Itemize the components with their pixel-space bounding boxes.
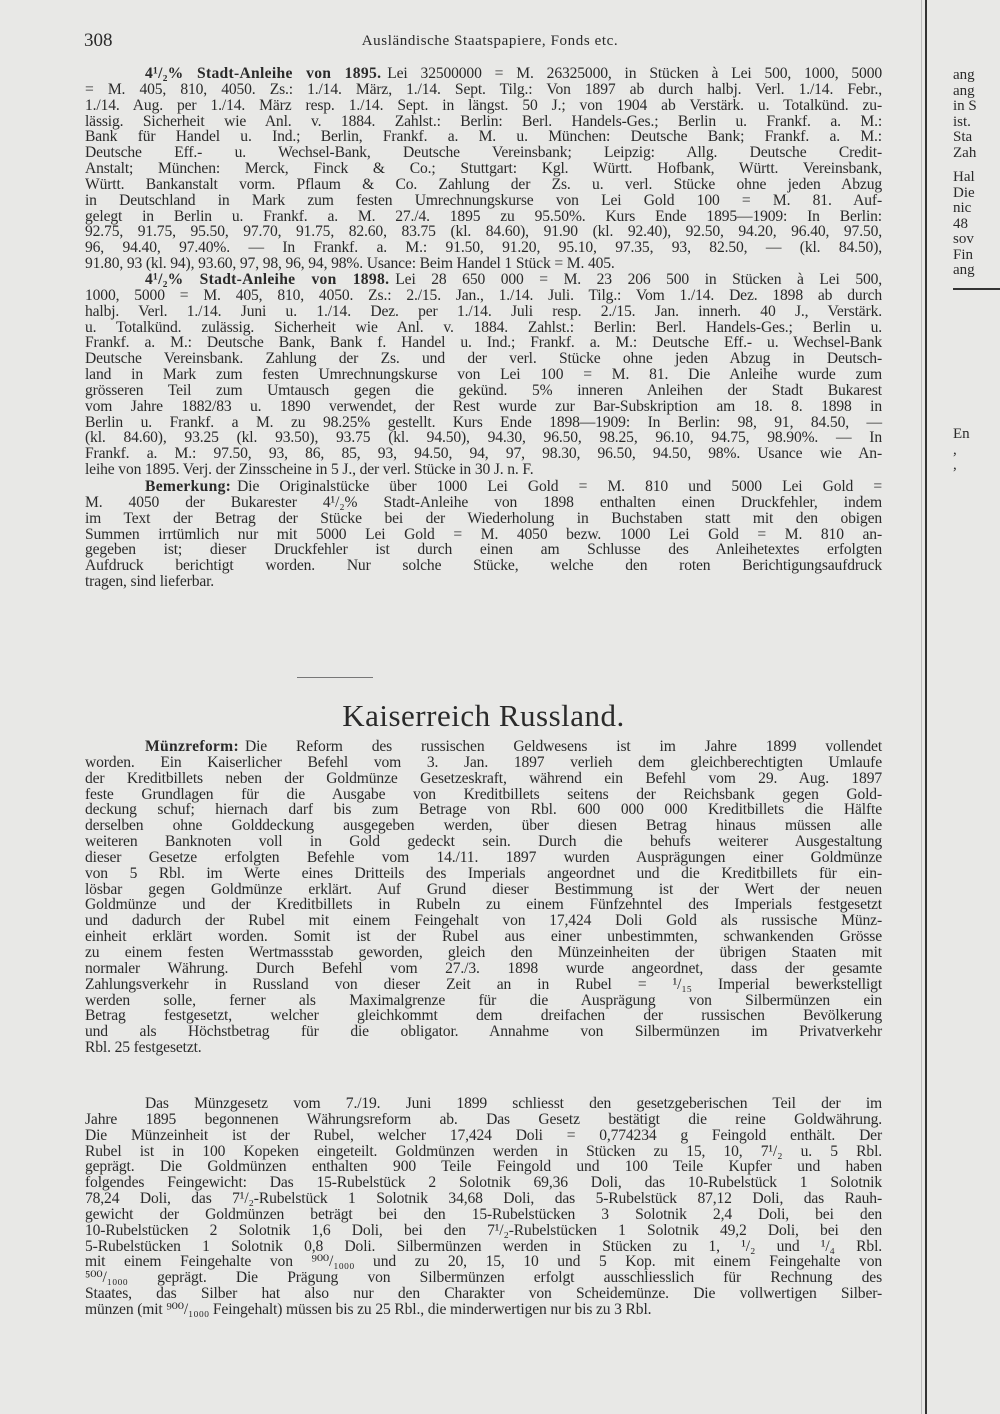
text-line-content: im Text der Betrag der Stücke bei der Wiederholung in Buchstaben statt mit den obigen [85, 509, 882, 527]
fragment-line: in S [953, 98, 977, 114]
text-line [85, 755, 882, 771]
fragment-line: Fin [953, 246, 974, 263]
text-line [85, 1302, 882, 1318]
text-line [85, 256, 882, 272]
text-line-content: 5-Rubelstücken 1 Solotnik 0,8 Doli. Silbermünzen werden in Stücken zu 1, ¹/₂ und ¹/₄ Rbl. [85, 1237, 882, 1255]
fragment-line: ang [953, 82, 975, 99]
text-line-content: Die Münzeinheit ist der Rubel, welcher 17,424 Doli = 0,774234 g Feingold enthält. Der [85, 1126, 882, 1144]
text-line-content: worden. Ein Kaiserlicher Befehl vom 3. Jan. 1897 verlieh dem gleichberechtigten Umlaufe [85, 753, 882, 771]
text-line [85, 430, 882, 446]
text-line-content: und als Höchstbetrag für die obligator. Annahme von Silbermünzen im Privatverkehr [85, 1023, 882, 1041]
paragraph-lead: 4¹/₂% Stadt-Anleihe von 1895. [145, 65, 382, 82]
text-line-content: Lei 32500000 = M. 26325000, in Stücken à Lei 500, 1000, 5000 [387, 65, 882, 82]
paragraph-lead: Münzreform: [145, 738, 239, 755]
paragraph-stadt-anleihe-1895 [85, 66, 882, 272]
fragment-line: sov [953, 231, 974, 247]
text-line [85, 272, 882, 288]
text-line-content: Die Originalstücke über 1000 Lei Gold = M. 810 und 5000 Lei Gold = [237, 478, 882, 495]
text-line-content: feste Grundlagen für die Ausgabe von Kreditbillets seitens der Reichsbank gegen Gold- [85, 785, 882, 803]
text-line [85, 977, 882, 993]
text-line [85, 446, 882, 462]
text-line [85, 1175, 882, 1191]
text-line-content: deckung schuf; hiernach darf bis zum Betrage von Rbl. 600 000 000 Kreditbillets die Hälfte [85, 801, 882, 819]
text-line-content: Die Reform des russischen Geldwesens ist im Jahre 1899 vollendet [244, 738, 882, 755]
text-line [85, 129, 882, 145]
text-line-content: halbj. Verl. 1./14. Juni u. 1./14. Dez. per 1./14. Juli resp. 2./15. Jan. innerh. 40 J., Verstärk. [85, 302, 882, 320]
text-line-content: (kl. 84.60), 93.25 (kl. 93.50), 93.75 (kl. 94.50), 94.30, 96.50, 98.25, 96.10, 94.75, 98.90%. — In [85, 429, 882, 447]
text-line-content: gelegt in Berlin u. Frankf. a. M. 27./4. 1895 zu 95.50%. Kurs Ende 1895—1909: In Berlin: [85, 207, 882, 225]
section-title: Kaiserreich Russland. [342, 698, 625, 733]
text-line [85, 1207, 882, 1223]
text-line [85, 304, 882, 320]
paragraph-lead: Bemerkung: [145, 478, 232, 495]
text-line-content: münzen (mit ⁹⁰⁰/₁₀₀₀ Feingehalt) müssen bis zu 25 Rbl., die minderwertigen nur bis zu 3 Rbl. [85, 1300, 652, 1318]
text-line [85, 558, 882, 574]
text-line [85, 1159, 882, 1175]
text-line-content: leihe von 1895. Verj. der Zinsscheine in 5 J., der verl. Stücke in 30 J. n. F. [85, 461, 534, 479]
text-line [85, 739, 882, 755]
text-line-content: normaler Währung. Durch Befehl vom 27./3. 1898 wurde angeordnet, dass der gesamte [85, 959, 882, 977]
text-line [85, 209, 882, 225]
fragment-line: ang [953, 262, 975, 278]
text-line [85, 1112, 882, 1128]
text-line-content: Jahre 1895 begonnenen Währungsreform ab. Das Gesetz bestätigt die reine Goldwährung. [85, 1110, 882, 1128]
text-line [85, 1008, 882, 1024]
section-divider-rule [297, 677, 373, 678]
text-line [85, 240, 882, 256]
text-line [85, 1024, 882, 1040]
text-line [85, 320, 882, 336]
text-line-content: ⁵⁰⁰/₁₀₀₀ geprägt. Die Prägung von Silbermünzen erfolgt ausschliesslich für Rechnung des [85, 1269, 882, 1287]
text-line-content: folgendes Feingewicht: Das 15-Rubelstück 2 Solotnik 69,36 Doli, das 10-Rubelstück 1 Solotnik [85, 1174, 882, 1192]
text-line [85, 114, 882, 130]
text-line [85, 161, 882, 177]
text-line-content: lässig. Sicherheit wie Anl. v. 1884. Zahlst.: Berlin: Berl. Handels-Ges.; Berlin u. Frankf. a. M.: [85, 112, 882, 130]
text-line [85, 479, 882, 495]
text-line [85, 1270, 882, 1286]
text-line-content: 91.80, 93 (kl. 94), 93.60, 97, 98, 96, 94, 98%. Usance: Beim Handel 1 Stück = M. 405. [85, 255, 615, 273]
page-gutter-shadow [921, 0, 922, 1414]
text-line [85, 527, 882, 543]
adjacent-page-fragment-1 [953, 68, 977, 161]
text-line-content: derselben ohne Golddeckung ausgegeben werden, über diesen Betrag hinaus müssen alle [85, 817, 882, 835]
text-line-content: Rbl. 25 festgesetzt. [85, 1039, 202, 1057]
text-line-content: Das Münzgesetz vom 7./19. Juni 1899 schliesst den gesetzgeberischen Teil der im [145, 1095, 882, 1112]
text-line-content: gewicht der Goldmünzen beträgt bei den 15-Rubelstücken 3 Solotnik 2,4 Doli, bei den [85, 1205, 882, 1223]
adjacent-page-fragment-3 [953, 427, 970, 474]
text-line-content: zu einem festen Wertmassstab geworden, gleich den Münzeinheiten der übrigen Staaten mit [85, 943, 882, 961]
fragment-line: En [953, 426, 970, 442]
paragraph-stadt-anleihe-1898 [85, 272, 882, 478]
text-line-content: Rubel ist in 100 Kopeken eingeteilt. Goldmünzen werden in Stücken zu 15, 10, 7¹/₂ u. 5 Rbl. [85, 1142, 882, 1160]
text-line-content: Goldmünze und der Kreditbillets in Rubeln zu einem Fünfzehntel des Imperials festgesetzt [85, 896, 882, 914]
text-line-content: Summen irrtümlich nur mit 5000 Lei Gold = M. 4050 bezw. 1000 Lei Gold = M. 810 an- [85, 525, 882, 543]
text-line [85, 993, 882, 1009]
text-line-content: Betrag festgesetzt, welcher gleichkommt dem dreifachen der russischen Bevölkerung [85, 1007, 882, 1025]
running-title: Ausländische Staatspapiere, Fonds etc. [361, 33, 619, 49]
text-line-content: M. 4050 der Bukarester 4¹/₂% Stadt-Anleihe von 1898 enthalten einen Druckfehler, indem [85, 493, 882, 511]
text-line [85, 145, 882, 161]
text-line-content: Aufdruck berichtigt worden. Nur solche Stücke, welche den roten Berichtigungsaufdruck [85, 557, 882, 575]
text-line [85, 1096, 882, 1112]
text-line [85, 818, 882, 834]
text-line [85, 383, 882, 399]
text-line-content: 1./14. Aug. per 1./14. März resp. 1./14. Sept. in längst. 50 J.; von 1904 ab Verstärk. u. Totalkünd. zu- [85, 96, 882, 114]
text-line [85, 193, 882, 209]
text-line-content: werden solle, ferner als Maximalgrenze für die Ausprägung von Silbermünzen ein [85, 991, 882, 1009]
text-line-content: dieser Gesetze erfolgten Befehle vom 14./11. 1897 wurden Ausprägungen einer Goldmünze [85, 848, 882, 866]
text-line [85, 787, 882, 803]
text-line-content: weiteren Banknoten voll in Gold gedeckt sein. Durch die behufs weiterer Ausgestaltung [85, 833, 882, 851]
fragment-line: nic [953, 200, 972, 216]
text-line-content: Anstalt; München: Merck, Finck & Co.; Stuttgart: Kgl. Württ. Hofbank, Württ. Vereinsbank, [85, 160, 882, 178]
text-line [85, 351, 882, 367]
text-line [85, 82, 882, 98]
text-line [85, 177, 882, 193]
text-line-content: Lei 28 650 000 = M. 23 206 500 in Stücken à Lei 500, [395, 271, 883, 288]
text-line [85, 335, 882, 351]
paragraph-muenzreform [85, 739, 882, 1056]
text-line [85, 367, 882, 383]
text-line-content: Staates, das Silber hat also nur den Charakter von Scheidemünze. Die vollwertigen Silber- [85, 1285, 882, 1303]
text-line [85, 495, 882, 511]
text-line-content: 1000, 5000 = M. 405, 810, 4050. Zs.: 2./15. Jan., 1./14. Juli. Tilg.: Vom 1./14. Dez. 1898 ab durch [85, 286, 882, 304]
text-line-content: Zahlungsverkehr in Russland von dieser Zeit an in Rubel = ¹/₁₅ Imperial bewerkstelligt [85, 975, 882, 993]
text-line [85, 913, 882, 929]
fragment-line: 48 [953, 215, 968, 232]
text-line-content: von 5 Rbl. im Werte eines Dritteils des Imperials angeordnet und die Kreditbillets für ein- [85, 864, 882, 882]
text-line [85, 850, 882, 866]
text-line [85, 1239, 882, 1255]
text-line [85, 1223, 882, 1239]
text-line-content: grösseren Teil zum Umtausch gegen die gekünd. 5% inneren Anleihen der Stadt Bukarest [85, 381, 882, 399]
text-line [85, 415, 882, 431]
fragment-line: Sta [953, 129, 973, 145]
text-line-content: Württ. Bankanstalt vorm. Pflaum & Co. Zahlung der Zs. u. verl. Stücke ohne jeden Abzug [85, 175, 882, 193]
text-line [85, 98, 882, 114]
text-line [85, 834, 882, 850]
text-line-content: 96, 94.40, 97.40%. — In Frankf. a. M.: 91.50, 91.20, 95.10, 97.35, 93, 82.50, — (kl. 84.50), [85, 239, 882, 257]
fragment-line: ang [953, 67, 975, 83]
adjacent-page-fragment-2 [953, 170, 975, 279]
text-line-content: Frankf. a. M.: Deutsche Bank, Bank f. Handel u. Ind.; Frankf. a. M.: Deutsche Eff.- u. Wechsel-Bank [85, 334, 882, 352]
text-line-content: lösbar gegen Goldmünze erklärt. Auf Grund dieser Bestimmung ist der Wert der neuen [85, 880, 882, 898]
text-line [85, 288, 882, 304]
text-line-content: 10-Rubelstücken 2 Solotnik 1,6 Doli, bei den 7¹/₂-Rubelstücken 1 Solotnik 49,2 Doli, bei den [85, 1221, 882, 1239]
text-line [85, 1254, 882, 1270]
text-line-content: der Kreditbillets neben der Goldmünze Gesetzeskraft, während ein Befehl vom 29. Aug. 1897 [85, 769, 882, 787]
page-gutter-line [925, 0, 927, 1414]
text-line-content: u. Totalkünd. zulässig. Sicherheit wie Anl. v. 1884. Zahlst.: Berlin: Berl. Handels-Ges.; Berlin u. [85, 318, 882, 336]
adjacent-page-rule [953, 288, 1000, 290]
text-line-content: mit einem Feingehalte von ⁹⁰⁰/₁₀₀₀ und zu 20, 15, 10 und 5 Kop. mit einem Feingehalte von [85, 1253, 882, 1271]
text-line-content: einheit erklärt worden. Somit ist der Rubel aus einer unbestimmten, schwankenden Grösse [85, 928, 882, 946]
text-line [85, 399, 882, 415]
text-line [85, 866, 882, 882]
text-line [85, 1144, 882, 1160]
text-line-content: Bank für Handel u. Ind.; Berlin, Frankf. a. M. u. München: Deutsche Bank; Frankf. a. M.: [85, 128, 882, 146]
fragment-line: , [953, 457, 957, 473]
text-line-content: Frankf. a. M.: 97.50, 93, 86, 85, 93, 94.50, 94, 97, 98.30, 96.50, 94.50, 98%. Usance wie An- [85, 445, 882, 463]
text-line-content: in Deutschland in Mark zum festen Umrechnungskurse von Lei Gold 100 = M. 81. Auf- [85, 191, 882, 209]
text-line [85, 1191, 882, 1207]
text-line [85, 882, 882, 898]
text-line [85, 1286, 882, 1302]
fragment-line: Hal [953, 169, 975, 185]
fragment-line: ist. [953, 113, 971, 130]
fragment-line: Zah [953, 144, 977, 161]
text-line [85, 224, 882, 240]
paragraph-lead: 4¹/₂% Stadt-Anleihe von 1898. [145, 271, 390, 288]
text-line-content: Deutsche Eff.- u. Wechsel-Bank, Deutsche Vereinsbank; Leipzig: Allg. Deutsche Credit- [85, 144, 882, 162]
text-line [85, 897, 882, 913]
text-line [85, 802, 882, 818]
text-line [85, 945, 882, 961]
text-line-content: gegeben ist; dieser Druckfehler ist durch einen am Schlusse des Anleihetextes erfolgten [85, 541, 882, 559]
text-line [85, 1128, 882, 1144]
text-line-content: = M. 405, 810, 4050. Zs.: 1./14. März, 1./14. Sept. Tilg.: Von 1897 ab durch halbj. Verl. 1./14. Febr., [85, 80, 882, 98]
text-line-content: 92.75, 91.75, 95.50, 97.70, 91.75, 82.60, 83.75 (kl. 84.60), 91.90 (kl. 92.40), 92.50, 94.20, 96.40, 97.50, [85, 223, 882, 241]
text-line-content: und dadurch der Rubel mit einem Feingehalt von 17,424 Doli Gold als russische Münz- [85, 912, 882, 930]
fragment-line: , [953, 441, 957, 458]
paragraph-muenzgesetz [85, 1096, 882, 1318]
text-line-content: geprägt. Die Goldmünzen enthalten 900 Teile Feingold und 100 Teile Kupfer und haben [85, 1158, 882, 1176]
text-line [85, 511, 882, 527]
text-line [85, 1040, 882, 1056]
fragment-line: Die [953, 184, 975, 201]
text-line [85, 462, 882, 478]
text-line-content: Deutsche Vereinsbank. Zahlung der Zs. und der verl. Stücke ohne jeden Abzug in Deutsch- [85, 350, 882, 368]
text-line [85, 574, 882, 590]
text-line-content: 78,24 Doli, das 7¹/₂-Rubelstück 1 Solotnik 34,68 Doli, das 5-Rubelstück 87,12 Doli, das Rauh- [85, 1190, 882, 1208]
paragraph-bemerkung [85, 479, 882, 590]
text-line-content: land in Mark zum festen Umrechnungskurse von Lei 100 = M. 81. Die Anleihe wurde zum [85, 366, 882, 384]
text-line-content: Berlin u. Frankf. a M. zu 98.25% gestellt. Kurs Ende 1898—1909: In Berlin: 98, 91, 84.50, — [85, 413, 882, 431]
text-line [85, 771, 882, 787]
text-line [85, 929, 882, 945]
text-line [85, 66, 882, 82]
text-line-content: tragen, sind lieferbar. [85, 573, 215, 591]
page-number: 308 [84, 30, 113, 51]
text-line [85, 542, 882, 558]
text-line [85, 961, 882, 977]
text-line-content: vom Jahre 1882/83 u. 1890 verwendet, der Rest wurde zur Bar-Subskription am 18. 8. 1898 in [85, 397, 882, 415]
